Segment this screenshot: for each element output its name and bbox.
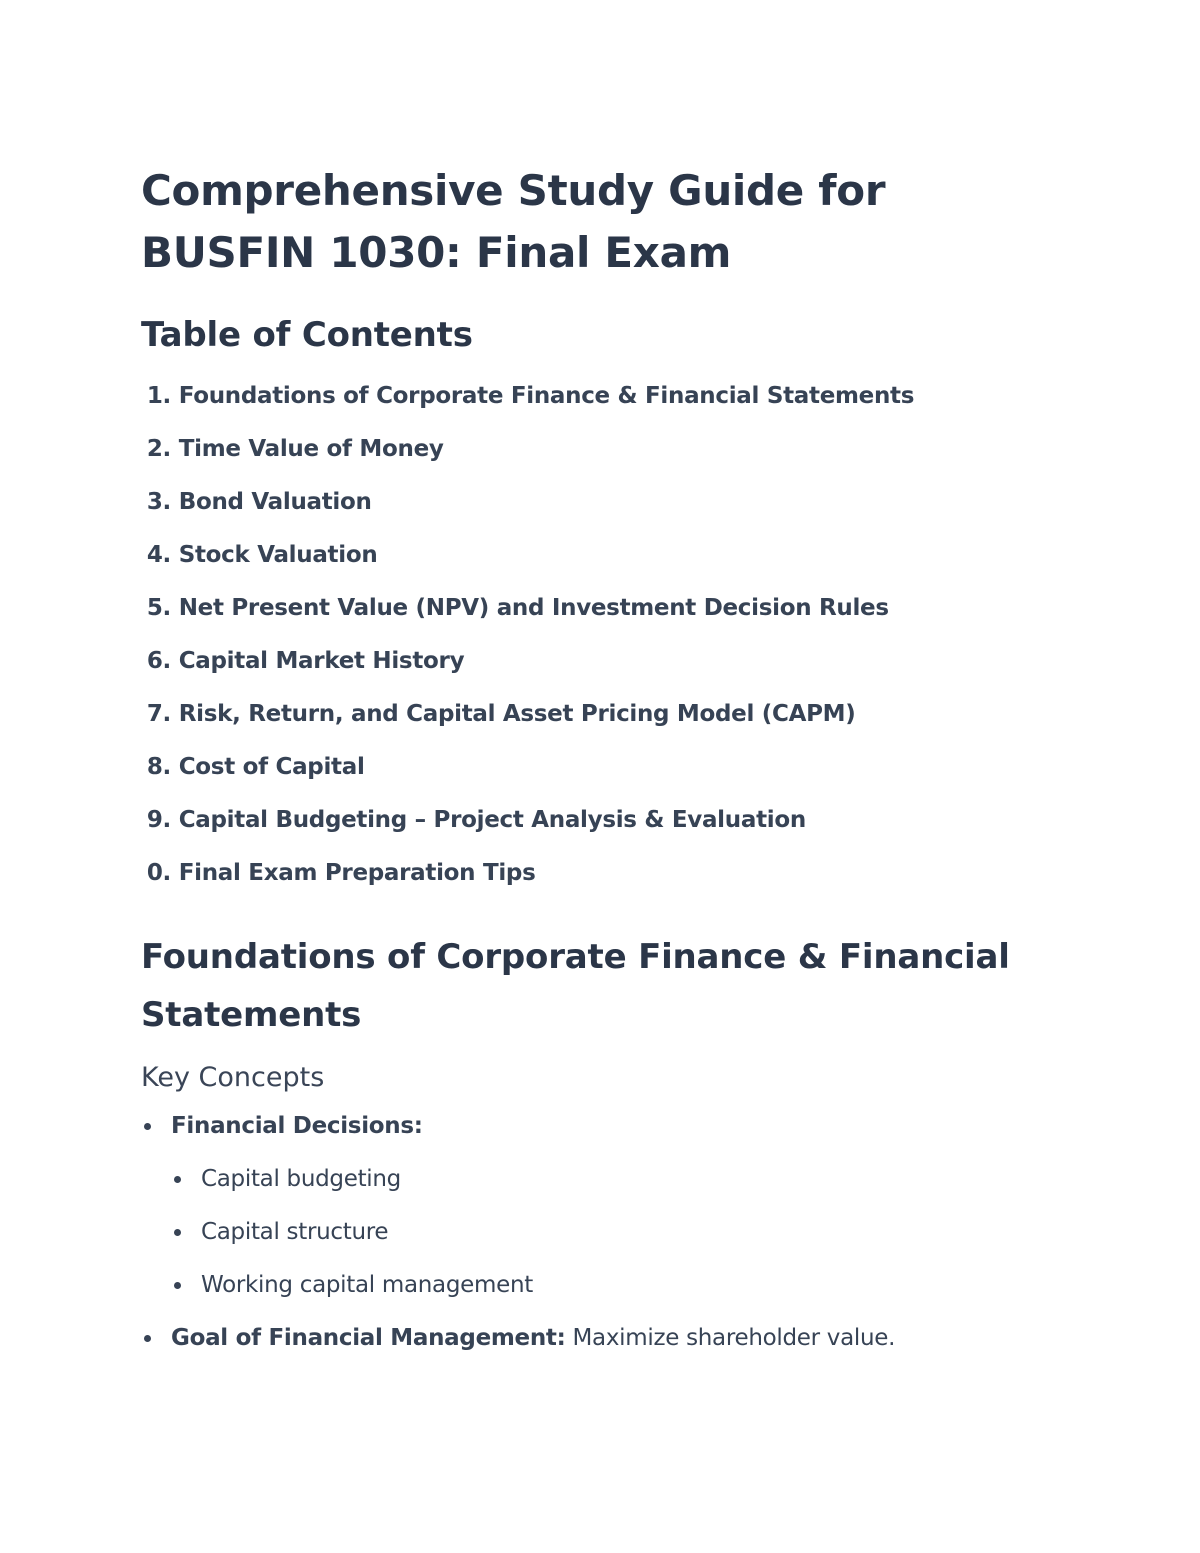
toc-item-number: 4. [146,542,171,568]
toc-item-label: Final Exam Preparation Tips [178,860,536,886]
bullet-icon [174,1229,181,1236]
toc-item-number: 6. [146,648,171,674]
toc-item-number: 8. [146,754,171,780]
toc-list [141,380,1071,910]
bullet-icon [174,1176,181,1183]
sub-bullet-text: Working capital management [201,1272,533,1298]
section-subheading: Key Concepts [141,1062,325,1093]
bullet-icon [144,1335,151,1342]
sub-bullet-text: Capital budgeting [201,1166,401,1192]
bullet-financial-decisions [141,1110,1071,1322]
bullet-icon [144,1123,151,1130]
toc-item-number: 3. [146,489,171,515]
key-concepts-list [141,1110,1071,1375]
toc-item-label: Time Value of Money [178,436,444,462]
bullet-label: Goal of Financial Management: [171,1325,566,1351]
toc-item-number: 2. [146,436,171,462]
toc-item[interactable] [141,592,1071,645]
toc-item[interactable] [141,380,1071,433]
toc-heading: Table of Contents [141,315,473,355]
bullet-text: Maximize shareholder value. [565,1325,896,1351]
toc-item-label: Bond Valuation [178,489,372,515]
section-heading: Foundations of Corporate Finance & Financial Statements [141,937,1010,1035]
toc-item-number: 9. [146,807,171,833]
document-content [141,160,1071,1375]
bullet-label: Financial Decisions: [171,1113,423,1139]
document-title: Comprehensive Study Guide for BUSFIN 1030: Final Exam [141,166,886,277]
toc-item-label: Capital Market History [178,648,465,674]
toc-item-label: Net Present Value (NPV) and Investment Decision Rules [178,595,889,621]
toc-item[interactable] [141,645,1071,698]
toc-item[interactable] [141,539,1071,592]
toc-item[interactable] [141,698,1071,751]
toc-item-number: 0. [146,860,171,886]
toc-item-label: Foundations of Corporate Finance & Financial Statements [178,383,915,409]
toc-item[interactable] [141,804,1071,857]
toc-item-number: 7. [146,701,171,727]
toc-item-label: Capital Budgeting – Project Analysis & Evaluation [178,807,806,833]
sub-bullet [171,1269,1071,1322]
sub-bullet [171,1163,1071,1216]
toc-item-label: Cost of Capital [178,754,365,780]
toc-item[interactable] [141,433,1071,486]
toc-item[interactable] [141,486,1071,539]
toc-item-label: Stock Valuation [178,542,378,568]
toc-item-number: 5. [146,595,171,621]
toc-item-number: 1. [146,383,171,409]
toc-item-label: Risk, Return, and Capital Asset Pricing Model (CAPM) [178,701,856,727]
sub-bullet [171,1216,1071,1269]
sub-bullet-text: Capital structure [201,1219,389,1245]
toc-item[interactable] [141,857,1071,910]
bullet-goal [141,1322,1071,1375]
financial-decisions-sublist [171,1163,1071,1322]
bullet-icon [174,1282,181,1289]
toc-item[interactable] [141,751,1071,804]
